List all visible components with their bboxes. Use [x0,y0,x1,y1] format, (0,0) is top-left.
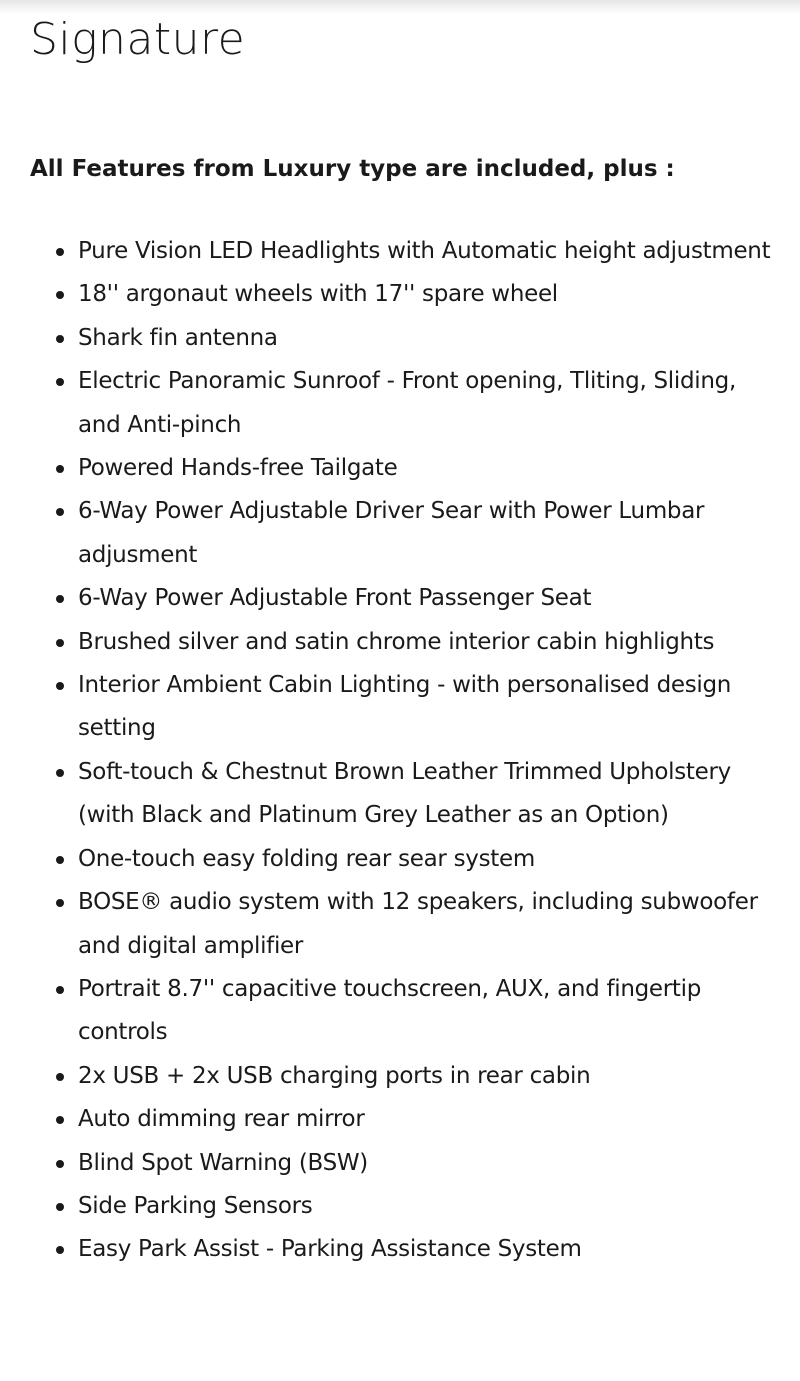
feature-item [78,360,783,447]
bullet-icon [56,769,64,777]
page-title: Signature [30,14,246,65]
feature-item [78,968,783,1055]
feature-text: Easy Park Assist - Parking Assistance System [78,1236,582,1263]
bullet-icon [56,378,64,386]
feature-item [78,751,783,838]
feature-text: Brushed silver and satin chrome interior cabin highlights [78,628,715,655]
feature-item [78,230,783,273]
bullet-icon [56,335,64,343]
bullet-icon [56,899,64,907]
feature-text: One-touch easy folding rear sear system [78,845,535,872]
feature-item [78,1098,783,1141]
bullet-icon [56,595,64,603]
bullet-icon [56,986,64,994]
bullet-icon [56,1116,64,1124]
feature-text: BOSE® audio system with 12 speakers, including subwoofer and digital amplifier [78,889,758,959]
feature-text: Electric Panoramic Sunroof - Front opening, Tliting, Sliding, and Anti-pinch [78,368,736,438]
feature-item [78,1185,783,1228]
feature-item [78,881,783,968]
feature-list [78,230,783,1272]
feature-item [78,621,783,664]
feature-text: Soft-touch & Chestnut Brown Leather Trimmed Upholstery (with Black and Platinum Grey Leather as an Option) [78,758,731,829]
bullet-icon [56,248,64,256]
feature-item [78,664,783,751]
feature-text: Blind Spot Warning (BSW) [78,1149,368,1176]
bullet-icon [56,508,64,516]
bullet-icon [56,856,64,864]
feature-item [78,1055,783,1098]
bullet-icon [56,1073,64,1081]
feature-text: 18'' argonaut wheels with 17'' spare wheel [78,281,558,308]
bullet-icon [56,682,64,690]
bullet-icon [56,639,64,647]
feature-item [78,577,783,620]
feature-item [78,273,783,316]
bullet-icon [56,465,64,473]
feature-item [78,1142,783,1185]
feature-text: Shark fin antenna [78,324,278,351]
feature-text: 2x USB + 2x USB charging ports in rear cabin [78,1062,591,1089]
bullet-icon [56,1160,64,1168]
feature-text: Pure Vision LED Headlights with Automatic height adjustment [78,238,771,264]
feature-item [78,490,783,577]
bullet-icon [56,291,64,299]
feature-text: Interior Ambient Cabin Lighting - with personalised design setting [78,672,732,742]
feature-item [78,447,783,490]
feature-text: Side Parking Sensors [78,1192,313,1219]
feature-text: Portrait 8.7'' capacitive touchscreen, AUX, and fingertip controls [78,975,702,1046]
feature-item [78,317,783,360]
feature-text: Auto dimming rear mirror [78,1106,365,1133]
feature-text: Powered Hands-free Tailgate [78,455,398,482]
intro-heading: All Features from Luxury type are included, plus : [30,156,675,182]
bullet-icon [56,1246,64,1254]
feature-item [78,838,783,881]
feature-text: 6-Way Power Adjustable Driver Sear with Power Lumbar adjusment [78,498,705,568]
feature-text: 6-Way Power Adjustable Front Passenger Seat [78,585,592,612]
bullet-icon [56,1203,64,1211]
feature-item [78,1228,783,1271]
